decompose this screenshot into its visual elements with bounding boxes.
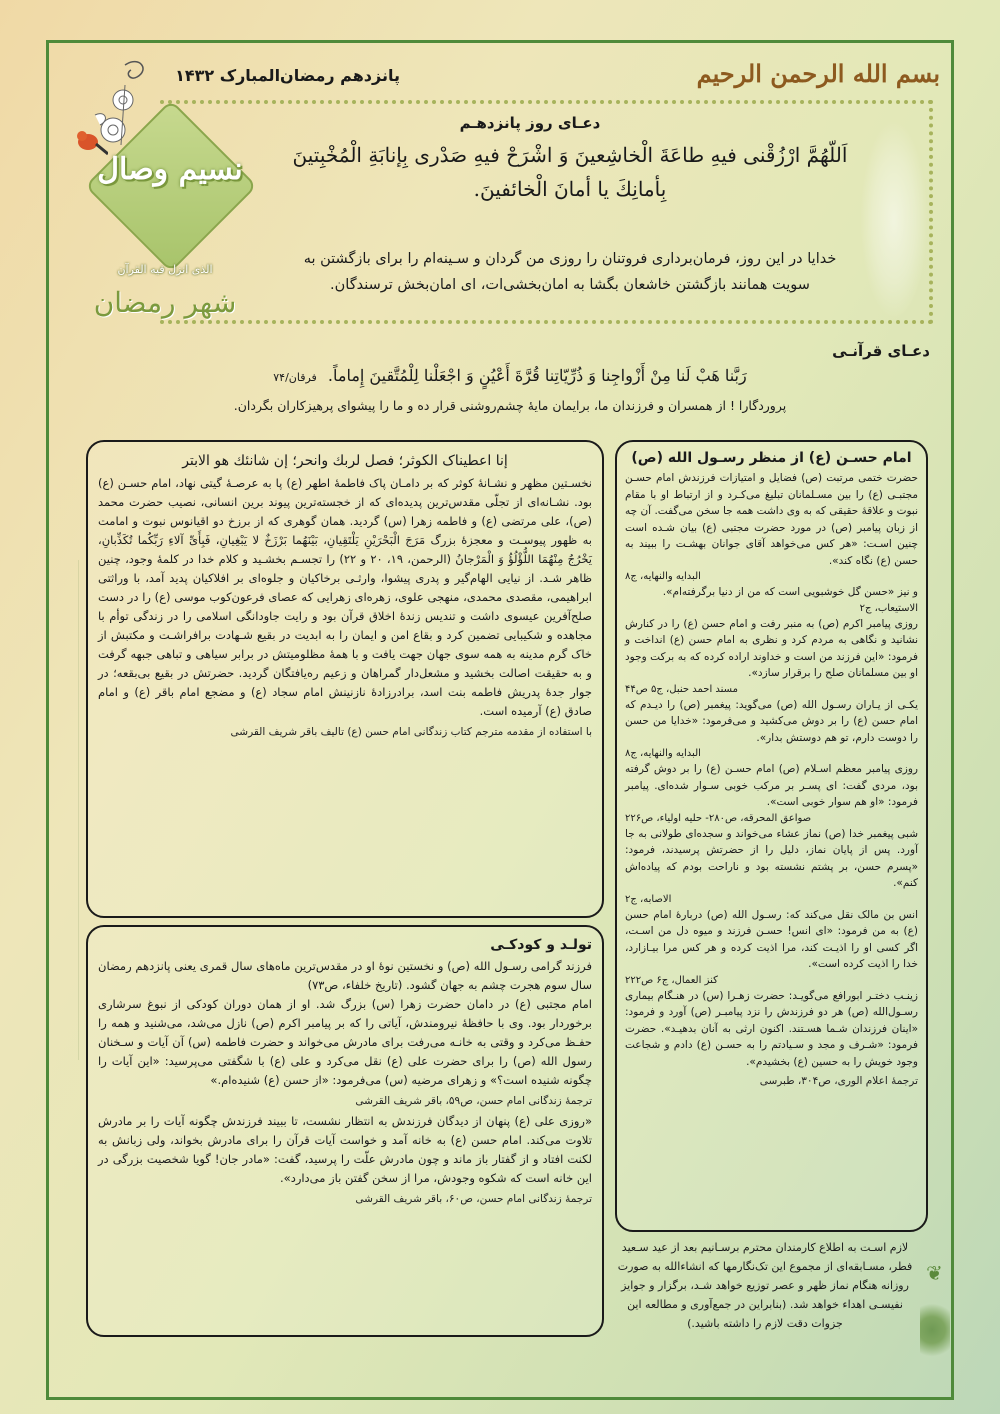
daily-prayer-arabic: اَللّهُمَّ ارْزُقْنی فیهِ طاعَةَ الْخاشِعینَ وَ اشْرَحْ فیهِ صَدْری بِإنابَةِ الْمُخْبِتینَ بِأمانِكَ یا أمانَ الْخائفینَ.	[292, 143, 848, 201]
hasan-para-4: یکـی از یـاران رسـول الله (ص) می‌گوید: پیغمبر (ص) را دیـدم که امام حسن (ع) را بر دوش می‌کشید و می‌فرمود: «خدایا من حسن را دوست دارم، تو هم دوستش بدار».	[625, 698, 918, 744]
month-title: شهر رمضان	[93, 286, 237, 319]
basmala-calligraphy: بسم الله الرحمن الرحیم	[696, 59, 940, 88]
hasan-para-8: زینـب دختـر ابورافع می‌گویـد: حضرت زهـرا (س) در هنـگام بیماری رسـول‌الله (ص) هر دو فرزندش را نزد پیامبـر (ص) آورد و فرمود: «اینان فرزندان شـما هسـتند. اکنون ارثی به آنان بدهیـد». حضرت فرمود: «شـرف و مجد و سـیادتم را به حسـن (ع) دادم و شجاعت وجود خویش را به حسین (ع) بخشیدم».	[625, 989, 918, 1068]
birth-source-1: ترجمهٔ زندگانی امام حسن، ص۵۹، باقر شریف القرشی	[355, 1095, 592, 1107]
birth-childhood-title: تولـد و کودکـی	[490, 937, 592, 953]
hasan-para-6: شبی پیغمبر خدا (ص) نماز عشاء می‌خواند و سجده‌ای طولانی به جا آورد. پس از پایان نماز، دلیل را از حضرتش پرسیدند، فرمود: «پسرم حسن، بر پشتم نشسته بود و ناراحت بودم که پیاده‌اش کنم».	[625, 827, 918, 889]
birth-childhood-box	[86, 925, 604, 1337]
hasan-ref-8: ترجمهٔ اعلام الوری، ص۳۰۴، طبرسی	[759, 1075, 918, 1087]
quranic-verse-translation: پروردگارا ! از همسران و فرزندان ما، برایمان مایهٔ چشم‌روشنی قرار ده و ما را پیشوای پرهیزکاران بگردان.	[233, 398, 787, 413]
hasan-ref-4: البدایه والنهایه، ج۸	[625, 748, 701, 759]
corner-ornament	[920, 1290, 950, 1370]
daily-prayer-title: دعـای روز پانزدهـم	[459, 114, 601, 132]
birth-source-2: ترجمهٔ زندگانی امام حسن، ص۶۰، باقر شریف القرشی	[355, 1193, 592, 1205]
hasan-box-title: امام حسـن (ع) از منظر رسـول الله (ص)	[631, 450, 912, 466]
month-subtitle: الذی انزل فیه القرآن	[117, 263, 213, 276]
quranic-verse-reference: فرقان/۷۴	[273, 371, 317, 384]
hasan-para-2: و نیز «حسن گل خوشبویی است که من از دنیا برگرفته‌ام».	[662, 586, 918, 598]
kawthar-source: با استفاده از مقدمه مترجم کتاب زندگانی امام حسن (ع) تالیف باقر شریف القرشی	[230, 726, 592, 738]
quranic-verse	[90, 364, 930, 390]
kawthar-body: نخسـتین مظهر و نشـانهٔ کوثر که بر دامـان پاک فاطمهٔ اطهر (ع) پا به عرصـهٔ گیتی نهاد، امام حسـن (ع) بود. نشـانه‌ای از تجلّی مقدس‌ترین پدیده‌ای که از خجسته‌ترین پیوند برین انسانی، نصیب حضرت محمد (ص)، علی مرتضی (ع) و فاطمه زهرا (س) گردید. همان گوهری که از برزخ دو اقیانوس نبوت و امامت به ظهور پیوسـت و معجزهٔ بزرگ مَرَجَ الْبَحْرَیْنِ یَلْتَقِیانِ، بَیْنَهُما بَرْزَخٌ لا یَبْغِیانِ، فَبِأَیِّ آلاءِ رَبِّکُما تُکَذِّبانِ، یَخْرُجُ مِنْهُمَا اللُّؤْلُؤُ وَ الْمَرْجانُ (الرحمن، ۱۹، ۲۰ و ۲۲) را تجسـم بخشـید و کلام خدا در کلمهٔ وجود، چنین ظاهر شـد. از نیایی الهام‌گیر و پدری پیشوا، وارثـی برخاکیان و جلوه‌ای بر افلاکیان پدید آمد، با وراثتی ابراهیمی، مقصدی محمدی، منهجی علوی، زهره‌ای زهرایی که عصای فرعون‌کوب موسی (ع) را در دست صلح‌آفرین عیسوی داشت و تندیس زندهٔ اخلاق قرآن بود و رایت جاودانگی اسلامی را در زندگی توأم با مجاهده و شکیبایی تضمین کرد و بقاع امن و ایمان را به ابدیت در بقیع شـهادت برافراشـت و مکتبش از خاک گرم مدینه به همه سوی جهان جهت یافت و با همهٔ مظلومیتش در برابر سیاهی و تباهی جبهه گرفت و به حقیقت اصالت بخشید و مشعل‌دار گمراهان و زعیم ره‌یافتگان گردید. حضرتش در بقیع بی‌بقعه؛ در جوار جدهٔ پدریش فاطمه بنت اسد، برادرزادهٔ نازنینش امام سجاد (ع) و مضجع امام باقر (ع) و امام صادق (ع) آرمیده است.	[98, 476, 593, 718]
birth-para-2: امام مجتبی (ع) در دامان حضرت زهرا (س) بزرگ شد. او از همان دوران کودکی از نبوغ سرشاری برخوردار بود. وی با حافظهٔ نیرومندش، آیاتی را که بر پیامبر اکرم (ص) نازل می‌شد، می‌شنید و همه را حفـظ می‌کرد و وقتی به خانـه می‌رفت برای مادرش می‌خواند و حضرت فاطمه (س) آن آیات و سـخنان رسول الله (ص) را برای حضرت علی (ع) نقل می‌کرد و علی (ع) با شگفتی می‌پرسید: «این آیات را چگونه شنیده است؟» و زهرای مرضیه (س) می‌فرمود: «از حسن (ع) شنیده‌ام.»	[98, 997, 592, 1087]
hasan-prophet-view-box	[615, 440, 928, 1232]
quranic-verse-text: رَبَّنا هَبْ لَنا مِنْ أَزْواجِنا وَ ذُرِّیّاتِنا قُرَّةَ أَعْیُنٍ وَ اجْعَلْنا لِلْمُتَّقینَ إِماماً.	[327, 366, 747, 385]
kawthar-ayah: إنا اعطیناک الکوثر؛ فصل لربك وانحر؛ إن شانئك هو الابتر	[182, 453, 508, 469]
side-ornament	[48, 560, 79, 1060]
leaf-ornament-icon: ❦	[926, 1261, 943, 1285]
arabesque-ornament	[860, 120, 928, 320]
hasan-ref-7: کنز العمال، ج۶ ص۲۲۲	[625, 974, 718, 986]
hasan-ref-5: صواعق المحرقه، ص۲۸۰- حلیه اولیاء، ص۲۲۶	[625, 812, 812, 824]
hasan-ref-2: الاستیعاب، ج۲	[859, 602, 918, 614]
hasan-ref-3: مسند احمد حنبل، ج۵ ص۴۴	[625, 683, 738, 695]
hasan-para-1: حضرت ختمی مرتبت (ص) فضایل و امتیازات فرزندش امام حسـن مجتبـی (ع) را بین مسـلمانان تبلیغ می‌کـرد و از ارتباط او با مقام نبوت و علاقهٔ حقیقی که به وی داشت همه جا سخن می‌گفت. آن چه از زبان پیامبر (ص) در مورد حضرت مجتبی (ع) بیان شـده است چنین اسـت: «هر کس می‌خواهد آقای جوانان بهشـت را ببیند به حسن (ع) نگاه کند».	[625, 472, 918, 567]
logo-title: نسیم وصال	[97, 152, 243, 187]
hasan-para-3: روزی پیامبر اکرم (ص) به منبر رفت و امام حسن (ع) را در کنارش نشانید و نگاهی به مردم کرد و نظری به امام حسن (ع) انداخت و فرمود: «این فرزند من است و خداوند اراده کرده که به برکت وجود او بین مسلمانان صلح را برقرار سازد».	[625, 617, 918, 679]
hasan-ref-1: البدایه والنهایه، ج۸	[625, 571, 701, 582]
hasan-ref-6: الاصابه، ج۲	[625, 893, 672, 905]
contest-notice: لازم اسـت به اطلاع کارمندان محترم برسـانیم بعد از عید سـعید فطر، مسـابقه‌ای از مجموع این تک‌نگارمها که انشاءالله به صورت روزانه هنگام نماز ظهر و عصر توزیع خواهد شـد، برگزار و جوایز نفیسـی اهداء خواهد شد. (بنابراین در جمع‌آوری و مطالعه این جزوات دقت لازم را داشته باشید.)	[617, 1241, 913, 1330]
hasan-para-7: انس بن مالک نقل می‌کند که: رسـول الله (ص) دربارهٔ امام حسن (ع) به من فرمود: «ای انس! حسـن فرزند و میوه دل من اسـت، اگر کسی او را اذیـت کند، مرا اذیت کرده و هر کس مرا بیـازارد، خدا را اذیت کرده است».	[625, 908, 918, 970]
hasan-para-5: روزی پیامبر معظم اسـلام (ص) امام حسـن (ع) را بر دوش گرفته بود، مردی گفت: ای پسـر بر مرکب خوبی سـوار شده‌ای. پیامبر فرمود: «او هم سوار خوبی است».	[625, 763, 918, 808]
daily-prayer-persian: خدایا در این روز، فرمان‌برداری فروتنان را روزی من گردان و سـینه‌ام را برای بازگشتن به سویت همانند بازگشتن خاشعان بگشا به امان‌بخشی‌ات، ای امان‌بخش ترسندگان.	[303, 251, 837, 293]
birth-para-1: فرزند گرامی رسـول الله (ص) و نخستین نوهٔ او در مقدس‌ترین ماه‌های سال قمری یعنی پانزدهم رمضان سال سوم هجرت چشم به جهان گشود. (تاریخ خلفاء، ص۷۳)	[98, 959, 592, 992]
kawthar-article-box	[86, 440, 604, 918]
quranic-prayer-title: دعـای قرآنـی	[832, 342, 930, 360]
date-line: پانزدهم رمضان‌المبارک ۱۴۳۲	[175, 66, 400, 85]
birth-para-3: «روزی علی (ع) پنهان از دیدگان فرزندش به انتظار نشست، تا ببیند فرزندش چگونه آیات را بر مادرش تلاوت می‌کند. امام حسن (ع) به خانه آمد و خواست آیات قرآن را برای مادرش بخواند، ولی زبانش به لکنت افتاد و از گفتار باز ماند و چون مادرش علّت را پرسید، گفت: «مادر جان! گویا شخصیت بزرگی در این خانه است که شکوه وجودش، مرا از سخن گفتن باز می‌دارد».	[98, 1114, 592, 1185]
